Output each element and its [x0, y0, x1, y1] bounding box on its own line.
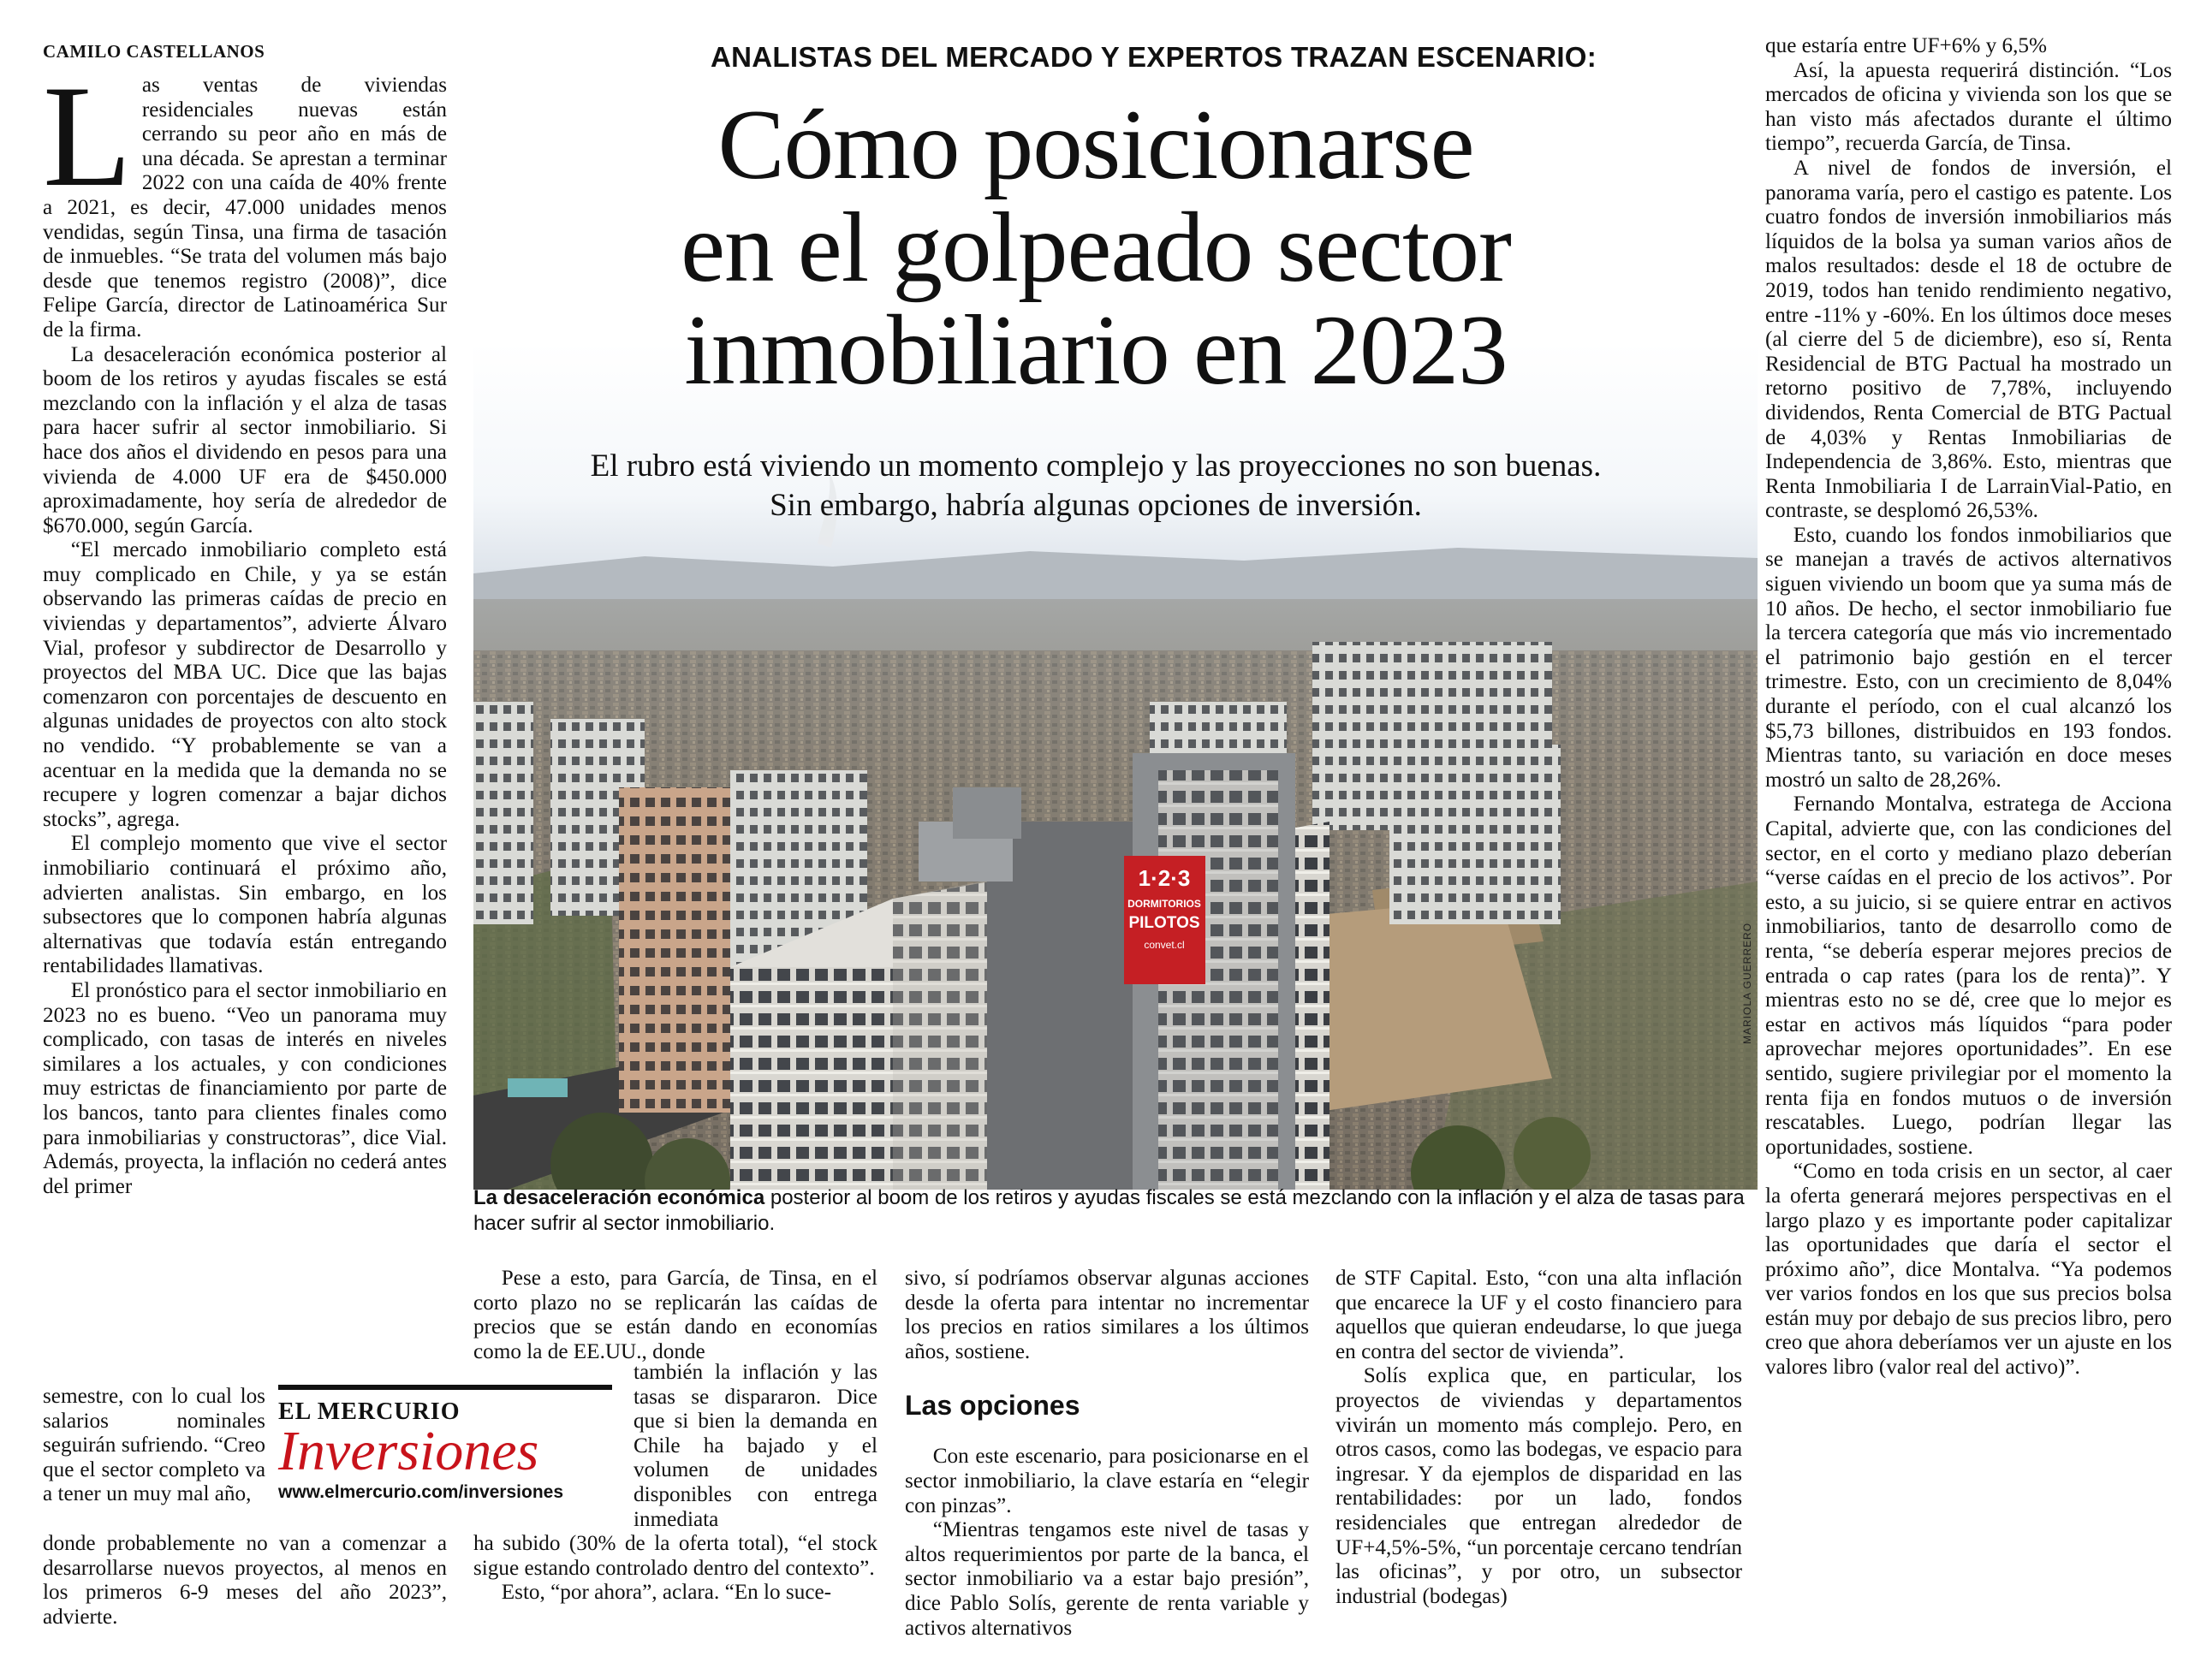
caption-bold: La desaceleración económica [473, 1186, 765, 1209]
col4-paragraph-1: de STF Capital. Esto, “con una alta inflación que encarece la UF y el costo financiero para aquellos que quieran endeudarse, lo que juega en contra del sector de vivienda”. [1335, 1267, 1742, 1363]
byline: CAMILO CASTELLANOS [43, 41, 265, 62]
sign-dormitorios: DORMITORIOS [1127, 898, 1201, 910]
col2-paragraph-1c: ha subido (30% de la oferta total), “el stock sigue estando controlado dentro del contexto”. [473, 1532, 877, 1580]
deck [497, 447, 1695, 525]
col1-paragraph-1: as ventas de viviendas residenciales nuevas están cerrando su peor año en más de una década. Se aprestan a terminar 2022 con una caída de 40% frente a 2021, es decir, 47.000 unidades menos vendidas, según Tinsa, una firma de tasación de inmuebles. “Se trata del volumen más bajo desde que tenemos registro (2008)”, dice Felipe García, director de Latinoamérica Sur de la firma. [43, 74, 447, 341]
caption-text: posterior al boom de los retiros y ayudas fiscales se está mezclando con la inflación y el alza de tasas para hacer sufrir al sector inmobiliario. [473, 1186, 1745, 1235]
sign-numbers: 1·2·3 [1138, 865, 1191, 891]
col1-paragraph-2: La desaceleración económica posterior al boom de los retiros y ayudas fiscales se está mezclando con la inflación y el alza de tasas para hacer sufrir al sector inmobiliario. Si hace dos años el dividendo en pesos para una vivienda de 4.000 UF era de $450.000 aproximadamente, hoy sería de alrededor de $670.000, según García. [43, 342, 447, 537]
kicker: ANALISTAS DEL MERCADO Y EXPERTOS TRAZAN ESCENARIO: [711, 41, 1597, 73]
ad-rule [278, 1385, 612, 1390]
col3-paragraph-3: “Mientras tengamos este nivel de tasas y altos requerimientos por parte de la banca, el sector inmobiliario va a estar bajo presión”, dice Pablo Solís, gerente de renta variable y activos alternativos [905, 1518, 1309, 1640]
col1-paragraph-5b: semestre, con lo cual los salarios nominales seguirán sufriendo. “Creo que el sector completo va a tener un muy mal año, [43, 1385, 265, 1506]
col5-paragraph-4: Fernando Montalva, estratega de Acciona Capital, advierte que, con las condiciones del sector, en el corto y mediano plazo deberían “verse caídas en el precio de los activos”. Por esto, a su juicio, si se quiere entrar en activos inmobiliarios, tanto de desarrollo como de renta, “se debería esperar mejores precios de entrada o cap rates (para los de renta)”. Y mientras esto no se dé, cree que lo mejor es estar en activos más líquidos “para poder aprovechar mejores oportunidades”. En ese sentido, sugiere privilegiar por el momento la renta fija en fondos mutuos o de inversión rescatables. Luego, podrían llegar las oportunidades, sostiene. [1765, 793, 2172, 1159]
headline [599, 90, 1592, 406]
column-1 [43, 56, 447, 1199]
ad-brand: EL MERCURIO [278, 1398, 461, 1425]
column-2-bottom [473, 1532, 877, 1606]
ad-title: Inversiones [278, 1420, 539, 1482]
column-3 [905, 1267, 1309, 1641]
ad-inversiones[interactable] [278, 1385, 612, 1509]
photo-caption [473, 1185, 1758, 1237]
col2-paragraph-2: Esto, “por ahora”, aclara. “En lo suce- [501, 1581, 832, 1605]
column-4 [1335, 1267, 1742, 1609]
col5-paragraph-5: “Como en toda crisis en un sector, al caer la oferta generará mejores perspectivas en el largo plazo y es importante poder capitalizar las oportunidades que daría el sector el próximo año”, dice Montalva. “Ya podemos ver varios fondos en los que sus precios bolsa están muy por debajo de sus precios libro, pero creo que ahora deberíamos ver un ajuste en los valores libro (valor real del activo)”. [1765, 1160, 2172, 1380]
dropcap: L [43, 56, 132, 217]
col5-paragraph-0: que estaría entre UF+6% y 6,5% [1765, 34, 2047, 57]
col5-paragraph-2: A nivel de fondos de inversión, el panorama varía, pero el castigo es patente. Los cuatro fondos de inversión inmobiliarios más líquidos de la bolsa ya suman varios años de malos resultados: desde el 18 de octubre de 2019, todos han tenido rendimiento negativo, entre -11% y -60%. En los últimos doce meses (al cierre del 5 de diciembre), eso sí, Renta Residencial de BTG Pactual ha mostrado un retorno positivo de 7,78%, incluyendo dividendos, Renta Comercial de BTG Pactual de 4,03% y Rentas Inmobiliarias de Independencia de 3,86%. Esto, mientras que Renta Inmobiliaria I de LarrainVial-Patio, en contraste, se desplomó 26,53%. [1765, 156, 2172, 523]
col2-paragraph-1b: también la inflación y las tasas se dispararon. Dice que si bien la demanda en Chile ha bajado y el volumen de unidades disponibles con entrega inmediata [634, 1361, 877, 1531]
headline-line-1: Cómo posicionarse [717, 90, 1474, 200]
column-2-narrow [634, 1361, 877, 1532]
deck-line-1: El rubro está viviendo un momento complejo y las proyecciones no son buenas. [590, 448, 1602, 484]
col1-paragraph-3: “El mercado inmobiliario completo está muy complicado en Chile, y ya se están observando las primeras caídas de precio en viviendas y departamentos”, advierte Álvaro Vial, profesor y subdirector de Desarrollo y proyectos del MBA UC. Dice que las bajas comenzaron con porcentajes de descuento en algunas unidades de proyectos con alto stock no vendido. “Y probablemente se van a acentuar en la medida que la demanda no se recupere y logren comenzar a bajar dichos stocks”, agrega. [43, 538, 447, 831]
col3-paragraph-1: sivo, sí podríamos observar algunas acciones desde la oferta para intentar no incrementar los precios en ratios similares a los últimos años, sostiene. [905, 1267, 1309, 1363]
col5-paragraph-1: Así, la apuesta requerirá distinción. “Los mercados de oficina y vivienda son los que se han visto más afectados durante el último tiempo”, recuerda García, de Tinsa. [1765, 58, 2172, 156]
col3-paragraph-2: Con este escenario, para posicionarse en el sector inmobiliario, la clave estaría en “elegir con pinzas”. [905, 1445, 1309, 1517]
headline-line-2: en el golpeado sector [681, 193, 1511, 303]
col1-paragraph-4: El complejo momento que vive el sector inmobiliario continuará el próximo año, advierten analistas. Sin embargo, en los subsectores que lo componen habría algunas alternativas que todavía están entregando rentabilidades llamativas. [43, 832, 447, 978]
col1-paragraph-5c: donde probablemente no van a comenzar a desarrollarse nuevos proyectos, al menos en los primeros 6-9 meses del año 2023”, advierte. [43, 1532, 447, 1629]
photo-credit: MARIOLA GUERRERO [1741, 922, 1753, 1044]
deck-line-2: Sin embargo, habría algunas opciones de inversión. [770, 488, 1422, 523]
col2-paragraph-1: Pese a esto, para García, de Tinsa, en el corto plazo no se replicarán las caídas de precios que se están dando en economías como la de EE.UU., donde [473, 1267, 877, 1363]
col1-paragraph-5: El pronóstico para el sector inmobiliario en 2023 no es bueno. “Veo un panorama muy complicado, con tasas de interés en niveles similares a los actuales, y con condiciones muy estrictas de financiamiento por parte de los bancos, tanto para clientes finales como para inmobiliarias y constructoras”, dice Vial. Además, proyecta, la inflación no cederá antes del primer [43, 978, 447, 1198]
subhead-opciones: Las opciones [905, 1390, 1080, 1422]
sign-pilotos: PILOTOS [1128, 914, 1200, 932]
col4-paragraph-2: Solís explica que, en particular, los proyectos de viviendas y departamentos vivirán un momento más complejo. Pero, en otros casos, como las bodegas, ve espacio para ingresar. Y da ejemplos de disparidad en las rentabilidades: por un lado, fondos residenciales que entregan alrededor de UF+4,5%-5%, “un porcentaje cercano tendrían las oficinas”, y por otro, un subsector industrial (bodegas) [1335, 1364, 1742, 1608]
column-5 [1765, 34, 2172, 1380]
column-1-narrow [43, 1385, 265, 1507]
column-2 [473, 1267, 877, 1364]
sign-url: convet.cl [1144, 939, 1185, 951]
column-1-bottom [43, 1532, 447, 1630]
ad-url[interactable]: www.elmercurio.com/inversiones [278, 1482, 564, 1502]
col5-paragraph-3: Esto, cuando los fondos inmobiliarios que se manejan a través de activos alternativos siguen viviendo un boom que ya suma más de 10 años. De hecho, el sector inmobiliario fue la tercera categoría que más vio incrementado el patrimonio bajo gestión en el tercer trimestre. Esto, con un crecimiento de 8,04% durante el período, con el cual alcanzó los $5,73 billones, distribuidos en 193 fondos. Mientras tanto, su variación en doce meses mostró un salto de 28,26%. [1765, 523, 2172, 792]
headline-line-3: inmobiliario en 2023 [684, 295, 1508, 406]
